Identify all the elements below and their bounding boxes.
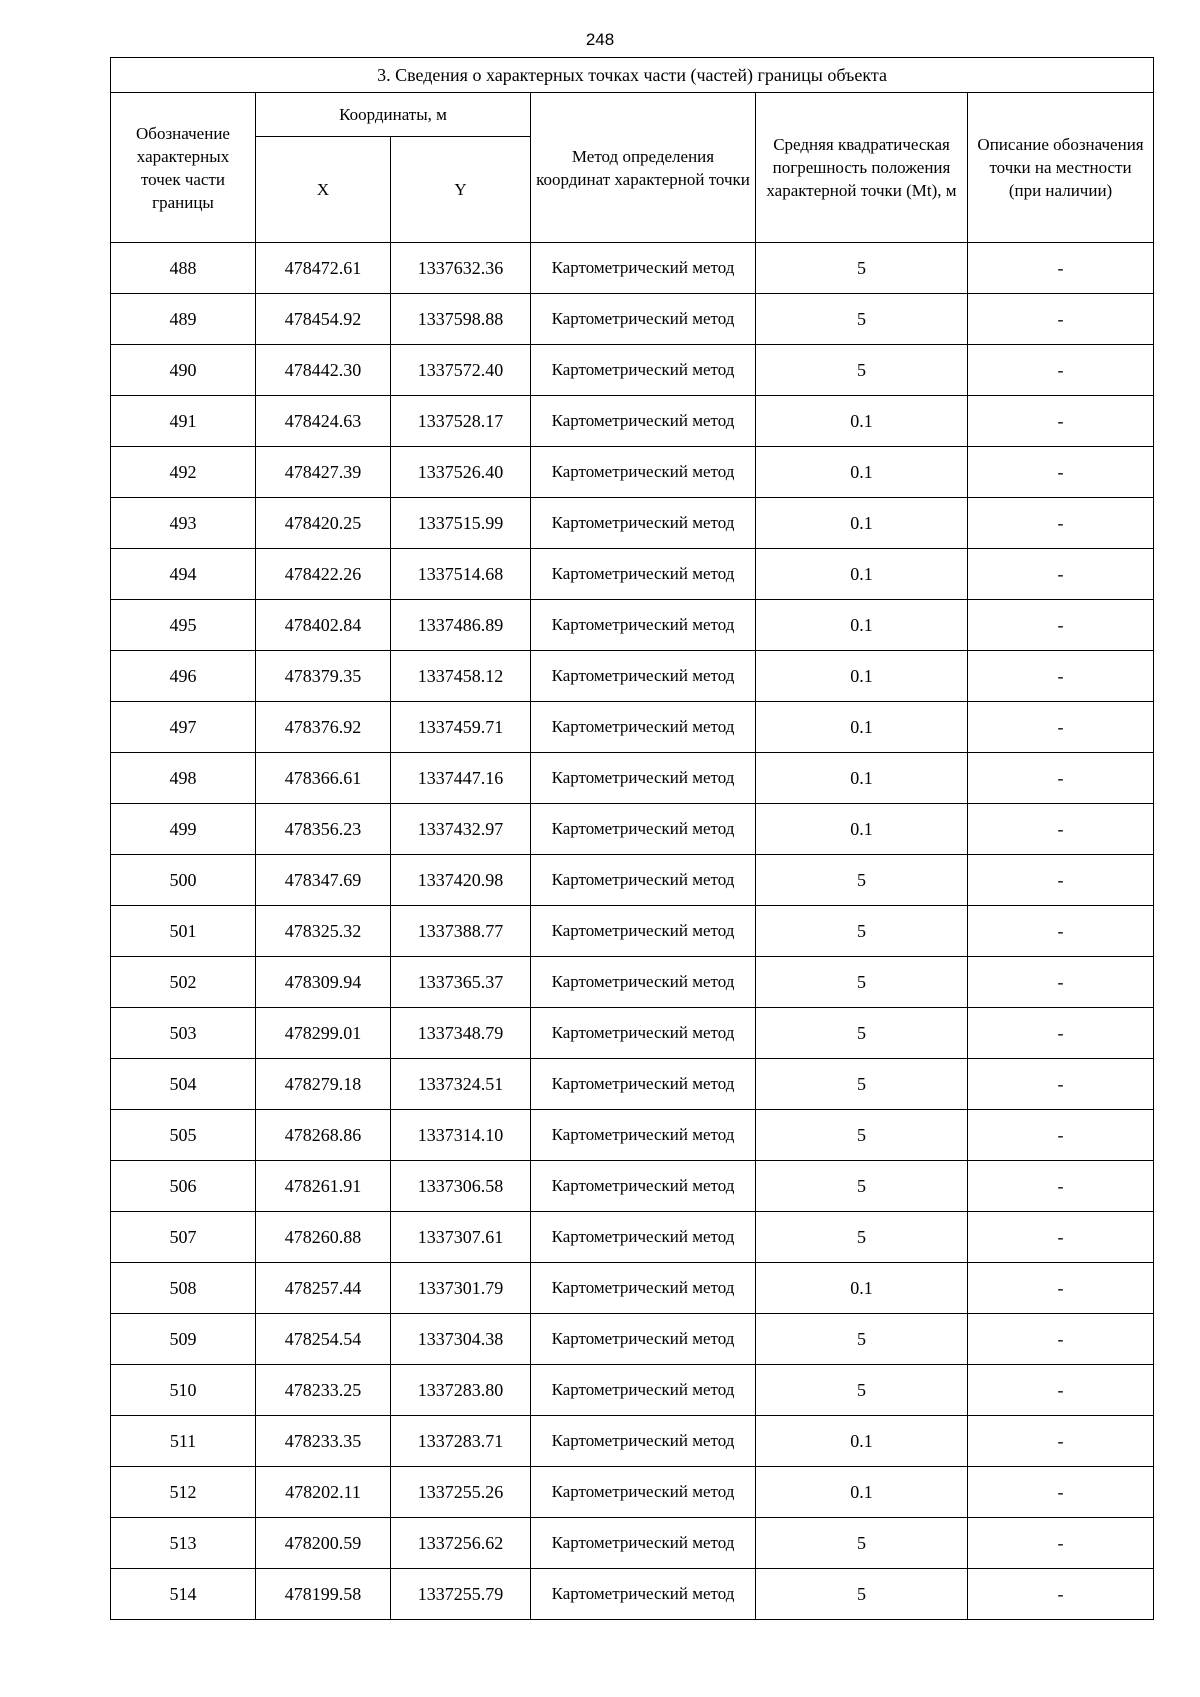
y-coordinate-cell: 1337301.79: [391, 1263, 531, 1314]
point-cell: 491: [111, 396, 256, 447]
method-cell: Картометрический метод: [531, 804, 756, 855]
description-cell: -: [968, 804, 1154, 855]
mean-error-cell: 5: [756, 345, 968, 396]
table-row: [111, 1059, 1154, 1110]
point-cell: 496: [111, 651, 256, 702]
description-cell: -: [968, 1212, 1154, 1263]
x-coordinate-cell: 478202.11: [256, 1467, 391, 1518]
table-row: [111, 294, 1154, 345]
method-cell: Картометрический метод: [531, 1518, 756, 1569]
description-cell: -: [968, 396, 1154, 447]
method-cell: Картометрический метод: [531, 702, 756, 753]
x-coordinate-cell: 478233.35: [256, 1416, 391, 1467]
method-cell: Картометрический метод: [531, 1008, 756, 1059]
boundary-points-table: [110, 57, 1154, 1620]
y-coordinate-cell: 1337486.89: [391, 600, 531, 651]
x-coordinate-cell: 478402.84: [256, 600, 391, 651]
method-cell: Картометрический метод: [531, 651, 756, 702]
y-coordinate-cell: 1337514.68: [391, 549, 531, 600]
description-cell: -: [968, 1059, 1154, 1110]
mean-error-cell: 0.1: [756, 600, 968, 651]
method-cell: Картометрический метод: [531, 447, 756, 498]
mean-error-cell: 5: [756, 1569, 968, 1620]
method-cell: Картометрический метод: [531, 1314, 756, 1365]
method-cell: Картометрический метод: [531, 294, 756, 345]
header-coordinates: Координаты, м: [256, 93, 531, 137]
x-coordinate-cell: 478325.32: [256, 906, 391, 957]
mean-error-cell: 5: [756, 906, 968, 957]
description-cell: -: [968, 906, 1154, 957]
description-cell: -: [968, 1467, 1154, 1518]
description-cell: -: [968, 1365, 1154, 1416]
mean-error-cell: 5: [756, 957, 968, 1008]
point-cell: 500: [111, 855, 256, 906]
method-cell: Картометрический метод: [531, 1059, 756, 1110]
point-cell: 514: [111, 1569, 256, 1620]
description-cell: -: [968, 651, 1154, 702]
table-row: [111, 1518, 1154, 1569]
mean-error-cell: 5: [756, 1110, 968, 1161]
mean-error-cell: 0.1: [756, 753, 968, 804]
mean-error-cell: 5: [756, 855, 968, 906]
y-coordinate-cell: 1337255.26: [391, 1467, 531, 1518]
x-coordinate-cell: 478427.39: [256, 447, 391, 498]
point-cell: 492: [111, 447, 256, 498]
x-coordinate-cell: 478420.25: [256, 498, 391, 549]
x-coordinate-cell: 478200.59: [256, 1518, 391, 1569]
header-point-designation: Обозначение характерных точек части границы: [111, 93, 256, 243]
table-row: [111, 243, 1154, 294]
description-cell: -: [968, 1518, 1154, 1569]
table-row: [111, 1008, 1154, 1059]
point-cell: 495: [111, 600, 256, 651]
method-cell: Картометрический метод: [531, 345, 756, 396]
y-coordinate-cell: 1337458.12: [391, 651, 531, 702]
mean-error-cell: 5: [756, 294, 968, 345]
y-coordinate-cell: 1337432.97: [391, 804, 531, 855]
x-coordinate-cell: 478260.88: [256, 1212, 391, 1263]
x-coordinate-cell: 478257.44: [256, 1263, 391, 1314]
x-coordinate-cell: 478347.69: [256, 855, 391, 906]
table-row: [111, 906, 1154, 957]
point-cell: 498: [111, 753, 256, 804]
mean-error-cell: 0.1: [756, 1467, 968, 1518]
y-coordinate-cell: 1337314.10: [391, 1110, 531, 1161]
method-cell: Картометрический метод: [531, 600, 756, 651]
mean-error-cell: 0.1: [756, 651, 968, 702]
method-cell: Картометрический метод: [531, 1110, 756, 1161]
method-cell: Картометрический метод: [531, 1365, 756, 1416]
description-cell: -: [968, 1569, 1154, 1620]
x-coordinate-cell: 478199.58: [256, 1569, 391, 1620]
mean-error-cell: 5: [756, 1161, 968, 1212]
point-cell: 504: [111, 1059, 256, 1110]
point-cell: 505: [111, 1110, 256, 1161]
mean-error-cell: 5: [756, 1518, 968, 1569]
table-row: [111, 651, 1154, 702]
point-cell: 490: [111, 345, 256, 396]
y-coordinate-cell: 1337304.38: [391, 1314, 531, 1365]
method-cell: Картометрический метод: [531, 1263, 756, 1314]
mean-error-cell: 0.1: [756, 702, 968, 753]
table-title: 3. Сведения о характерных точках части (частей) границы объекта: [111, 58, 1154, 93]
method-cell: Картометрический метод: [531, 957, 756, 1008]
header-y: Y: [391, 137, 531, 243]
table-row: [111, 1263, 1154, 1314]
point-cell: 503: [111, 1008, 256, 1059]
table-row: [111, 498, 1154, 549]
point-cell: 513: [111, 1518, 256, 1569]
table-row: [111, 1314, 1154, 1365]
description-cell: -: [968, 447, 1154, 498]
y-coordinate-cell: 1337528.17: [391, 396, 531, 447]
description-cell: -: [968, 753, 1154, 804]
x-coordinate-cell: 478376.92: [256, 702, 391, 753]
table-row: [111, 753, 1154, 804]
y-coordinate-cell: 1337515.99: [391, 498, 531, 549]
table-row: [111, 1161, 1154, 1212]
table-row: [111, 1212, 1154, 1263]
table-body: [111, 243, 1154, 1620]
table-row: [111, 1365, 1154, 1416]
y-coordinate-cell: 1337447.16: [391, 753, 531, 804]
x-coordinate-cell: 478454.92: [256, 294, 391, 345]
x-coordinate-cell: 478233.25: [256, 1365, 391, 1416]
method-cell: Картометрический метод: [531, 498, 756, 549]
table-row: [111, 1569, 1154, 1620]
table-row: [111, 549, 1154, 600]
table-row: [111, 702, 1154, 753]
table-row: [111, 1110, 1154, 1161]
mean-error-cell: 0.1: [756, 804, 968, 855]
point-cell: 507: [111, 1212, 256, 1263]
description-cell: -: [968, 1263, 1154, 1314]
y-coordinate-cell: 1337526.40: [391, 447, 531, 498]
x-coordinate-cell: 478442.30: [256, 345, 391, 396]
mean-error-cell: 5: [756, 1365, 968, 1416]
page-number: 248: [585, 30, 615, 49]
point-cell: 493: [111, 498, 256, 549]
description-cell: -: [968, 1314, 1154, 1365]
mean-error-cell: 0.1: [756, 396, 968, 447]
x-coordinate-cell: 478279.18: [256, 1059, 391, 1110]
method-cell: Картометрический метод: [531, 753, 756, 804]
point-cell: 506: [111, 1161, 256, 1212]
y-coordinate-cell: 1337307.61: [391, 1212, 531, 1263]
y-coordinate-cell: 1337459.71: [391, 702, 531, 753]
header-description: Описание обозначения точки на местности (при наличии): [968, 93, 1154, 243]
y-coordinate-cell: 1337324.51: [391, 1059, 531, 1110]
description-cell: -: [968, 1008, 1154, 1059]
method-cell: Картометрический метод: [531, 1467, 756, 1518]
description-cell: -: [968, 855, 1154, 906]
y-coordinate-cell: 1337365.37: [391, 957, 531, 1008]
point-cell: 511: [111, 1416, 256, 1467]
table-row: [111, 600, 1154, 651]
x-coordinate-cell: 478356.23: [256, 804, 391, 855]
table-row: [111, 957, 1154, 1008]
x-coordinate-cell: 478268.86: [256, 1110, 391, 1161]
description-cell: -: [968, 702, 1154, 753]
header-method: Метод определения координат характерной точки: [531, 93, 756, 243]
x-coordinate-cell: 478472.61: [256, 243, 391, 294]
point-cell: 488: [111, 243, 256, 294]
x-coordinate-cell: 478309.94: [256, 957, 391, 1008]
method-cell: Картометрический метод: [531, 906, 756, 957]
point-cell: 499: [111, 804, 256, 855]
point-cell: 512: [111, 1467, 256, 1518]
y-coordinate-cell: 1337255.79: [391, 1569, 531, 1620]
x-coordinate-cell: 478379.35: [256, 651, 391, 702]
point-cell: 501: [111, 906, 256, 957]
x-coordinate-cell: 478299.01: [256, 1008, 391, 1059]
y-coordinate-cell: 1337306.58: [391, 1161, 531, 1212]
table-row: [111, 804, 1154, 855]
y-coordinate-cell: 1337388.77: [391, 906, 531, 957]
point-cell: 508: [111, 1263, 256, 1314]
point-cell: 497: [111, 702, 256, 753]
mean-error-cell: 5: [756, 1314, 968, 1365]
method-cell: Картометрический метод: [531, 243, 756, 294]
point-cell: 502: [111, 957, 256, 1008]
description-cell: -: [968, 345, 1154, 396]
y-coordinate-cell: 1337572.40: [391, 345, 531, 396]
table-row: [111, 1416, 1154, 1467]
mean-error-cell: 5: [756, 1059, 968, 1110]
description-cell: -: [968, 600, 1154, 651]
header-mean-error: Средняя квадратическая погрешность положения характерной точки (Mt), м: [756, 93, 968, 243]
x-coordinate-cell: 478366.61: [256, 753, 391, 804]
table-row: [111, 1467, 1154, 1518]
description-cell: -: [968, 498, 1154, 549]
method-cell: Картометрический метод: [531, 1569, 756, 1620]
table-row: [111, 396, 1154, 447]
method-cell: Картометрический метод: [531, 1416, 756, 1467]
y-coordinate-cell: 1337283.80: [391, 1365, 531, 1416]
x-coordinate-cell: 478254.54: [256, 1314, 391, 1365]
method-cell: Картометрический метод: [531, 549, 756, 600]
table-row: [111, 345, 1154, 396]
table-row: [111, 855, 1154, 906]
table-row: [111, 447, 1154, 498]
description-cell: -: [968, 1161, 1154, 1212]
mean-error-cell: 5: [756, 1008, 968, 1059]
x-coordinate-cell: 478261.91: [256, 1161, 391, 1212]
header-x: X: [256, 137, 391, 243]
point-cell: 489: [111, 294, 256, 345]
mean-error-cell: 5: [756, 1212, 968, 1263]
description-cell: -: [968, 549, 1154, 600]
mean-error-cell: 0.1: [756, 1416, 968, 1467]
description-cell: -: [968, 243, 1154, 294]
x-coordinate-cell: 478424.63: [256, 396, 391, 447]
description-cell: -: [968, 1416, 1154, 1467]
description-cell: -: [968, 957, 1154, 1008]
mean-error-cell: 0.1: [756, 549, 968, 600]
description-cell: -: [968, 1110, 1154, 1161]
point-cell: 509: [111, 1314, 256, 1365]
y-coordinate-cell: 1337348.79: [391, 1008, 531, 1059]
point-cell: 510: [111, 1365, 256, 1416]
description-cell: -: [968, 294, 1154, 345]
method-cell: Картометрический метод: [531, 1212, 756, 1263]
y-coordinate-cell: 1337420.98: [391, 855, 531, 906]
y-coordinate-cell: 1337283.71: [391, 1416, 531, 1467]
point-cell: 494: [111, 549, 256, 600]
x-coordinate-cell: 478422.26: [256, 549, 391, 600]
method-cell: Картометрический метод: [531, 396, 756, 447]
y-coordinate-cell: 1337256.62: [391, 1518, 531, 1569]
y-coordinate-cell: 1337598.88: [391, 294, 531, 345]
mean-error-cell: 5: [756, 243, 968, 294]
method-cell: Картометрический метод: [531, 1161, 756, 1212]
mean-error-cell: 0.1: [756, 1263, 968, 1314]
method-cell: Картометрический метод: [531, 855, 756, 906]
mean-error-cell: 0.1: [756, 498, 968, 549]
mean-error-cell: 0.1: [756, 447, 968, 498]
y-coordinate-cell: 1337632.36: [391, 243, 531, 294]
